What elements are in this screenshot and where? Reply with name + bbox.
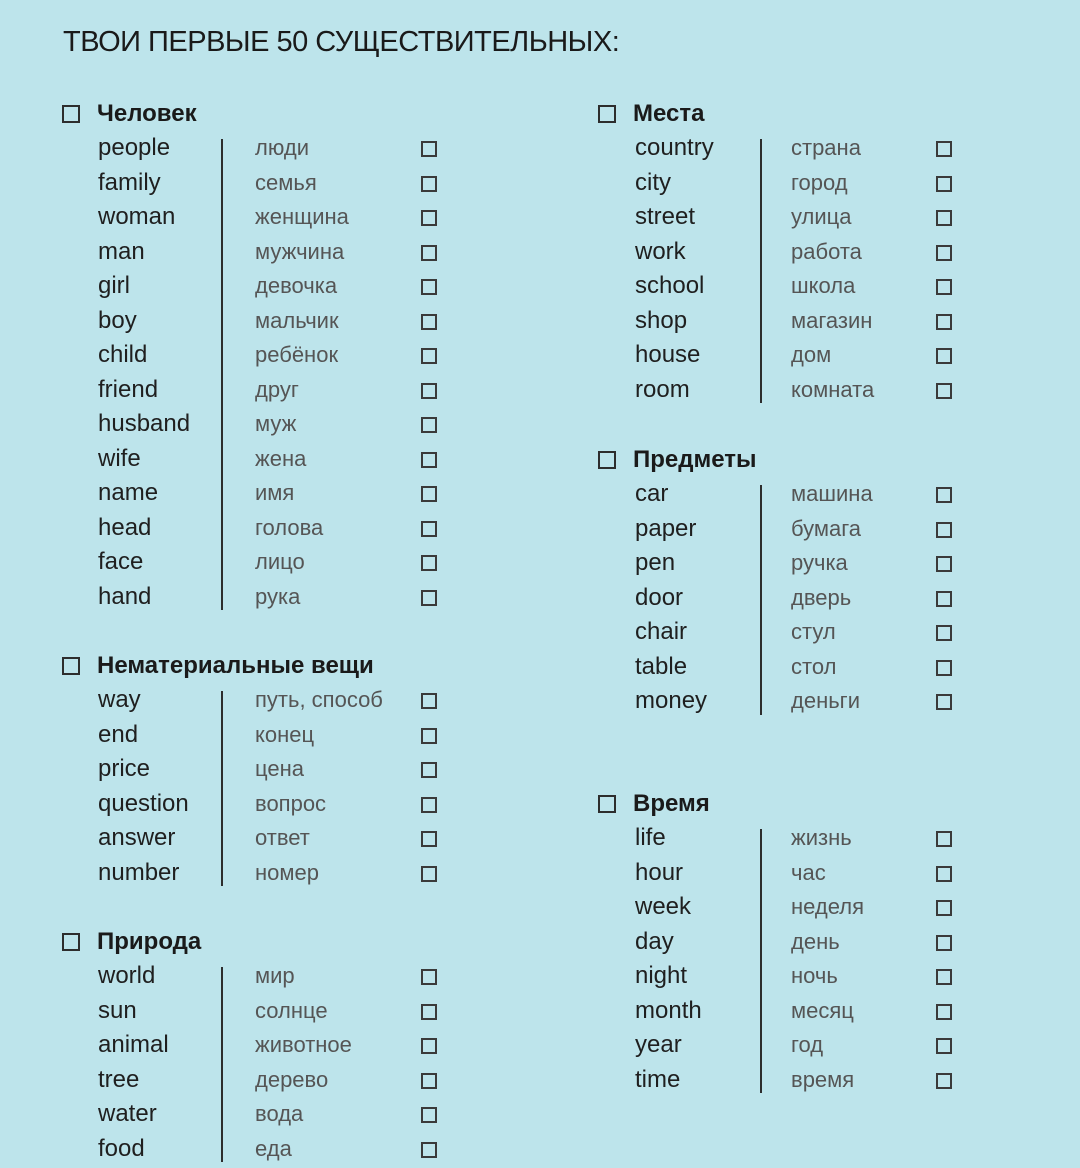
column-divider bbox=[760, 829, 762, 1093]
russian-translation: бумага bbox=[791, 515, 862, 541]
word-checkbox[interactable] bbox=[936, 1073, 952, 1089]
section-checkbox[interactable] bbox=[598, 451, 616, 469]
word-checkbox[interactable] bbox=[936, 210, 952, 226]
english-word: time bbox=[635, 1065, 681, 1093]
english-word: door bbox=[635, 583, 684, 611]
english-word: head bbox=[98, 513, 152, 541]
english-word: answer bbox=[98, 824, 176, 851]
russian-translation: семья bbox=[255, 169, 317, 195]
word-checkbox[interactable] bbox=[421, 176, 437, 192]
section-header bbox=[598, 445, 757, 475]
word-checkbox[interactable] bbox=[421, 141, 437, 157]
word-checkbox[interactable] bbox=[421, 555, 437, 571]
word-checkbox[interactable] bbox=[936, 900, 952, 916]
word-checkbox[interactable] bbox=[421, 762, 437, 778]
column-divider bbox=[221, 691, 223, 886]
russian-translation: имя bbox=[255, 480, 295, 505]
section-header bbox=[598, 789, 710, 819]
english-word: paper bbox=[635, 514, 697, 542]
russian-translation: лицо bbox=[255, 549, 305, 574]
english-word: way bbox=[98, 686, 141, 713]
russian-translation: дерево bbox=[255, 1066, 329, 1092]
english-word: shop bbox=[635, 306, 688, 334]
english-word: day bbox=[635, 927, 674, 955]
word-checkbox[interactable] bbox=[936, 591, 952, 607]
word-checkbox[interactable] bbox=[421, 486, 437, 502]
english-word: face bbox=[98, 548, 144, 575]
english-word: man bbox=[98, 237, 145, 265]
russian-translation: еда bbox=[255, 1135, 292, 1161]
russian-translation: комната bbox=[791, 376, 875, 402]
column-divider bbox=[221, 139, 223, 610]
english-word: money bbox=[635, 687, 708, 714]
russian-translation: месяц bbox=[791, 997, 854, 1023]
russian-translation: номер bbox=[255, 859, 319, 885]
english-word: work bbox=[635, 237, 686, 265]
word-checkbox[interactable] bbox=[421, 245, 437, 261]
word-checkbox[interactable] bbox=[421, 1107, 437, 1123]
english-word: year bbox=[635, 1031, 682, 1058]
russian-translation: муж bbox=[255, 411, 297, 436]
word-checkbox[interactable] bbox=[936, 969, 952, 985]
english-word: name bbox=[98, 479, 159, 506]
english-word: animal bbox=[98, 1031, 169, 1058]
word-checkbox[interactable] bbox=[936, 279, 952, 295]
english-word: hand bbox=[98, 582, 152, 610]
english-word: child bbox=[98, 341, 148, 368]
english-word: friend bbox=[98, 375, 159, 403]
russian-translation: животное bbox=[255, 1032, 352, 1057]
english-word: woman bbox=[98, 203, 176, 230]
english-word: city bbox=[635, 168, 671, 196]
russian-translation: работа bbox=[791, 238, 862, 264]
word-checkbox[interactable] bbox=[421, 1038, 437, 1054]
word-checkbox[interactable] bbox=[421, 383, 437, 399]
section-title: Предметы bbox=[633, 446, 757, 473]
russian-translation: неделя bbox=[791, 894, 864, 919]
english-word: car bbox=[635, 480, 669, 507]
word-checkbox[interactable] bbox=[421, 417, 437, 433]
russian-translation: ручка bbox=[791, 550, 848, 575]
section-header bbox=[62, 99, 197, 129]
word-checkbox[interactable] bbox=[936, 831, 952, 847]
russian-translation: школа bbox=[791, 273, 856, 298]
section-title: Места bbox=[633, 100, 705, 127]
russian-translation: час bbox=[791, 859, 826, 885]
russian-translation: дом bbox=[791, 342, 832, 367]
section-checkbox[interactable] bbox=[62, 657, 80, 675]
word-checkbox[interactable] bbox=[936, 866, 952, 882]
russian-translation: деньги bbox=[791, 688, 860, 713]
russian-translation: вопрос bbox=[255, 790, 327, 816]
section-title: Природа bbox=[97, 928, 202, 955]
word-checkbox[interactable] bbox=[421, 1073, 437, 1089]
word-checkbox[interactable] bbox=[421, 831, 437, 847]
english-word: family bbox=[98, 168, 161, 196]
english-word: water bbox=[98, 1100, 157, 1127]
english-word: question bbox=[98, 789, 189, 817]
russian-translation: ребёнок bbox=[255, 342, 339, 367]
russian-translation: люди bbox=[255, 135, 309, 160]
russian-translation: голова bbox=[255, 514, 324, 540]
word-checkbox[interactable] bbox=[421, 314, 437, 330]
word-checkbox[interactable] bbox=[936, 348, 952, 364]
section-header bbox=[62, 927, 201, 957]
english-word: wife bbox=[98, 444, 141, 472]
russian-translation: девочка bbox=[255, 273, 338, 298]
russian-translation: конец bbox=[255, 721, 315, 747]
english-word: table bbox=[635, 652, 688, 680]
word-checkbox[interactable] bbox=[421, 693, 437, 709]
russian-translation: время bbox=[791, 1066, 855, 1092]
english-word: number bbox=[98, 858, 180, 886]
english-word: husband bbox=[98, 410, 191, 437]
russian-translation: жена bbox=[255, 445, 307, 471]
english-word: month bbox=[635, 996, 702, 1024]
russian-translation: улица bbox=[791, 204, 852, 229]
word-checkbox[interactable] bbox=[421, 210, 437, 226]
russian-translation: дверь bbox=[791, 584, 852, 610]
word-checkbox[interactable] bbox=[936, 625, 952, 641]
russian-translation: мальчик bbox=[255, 307, 339, 333]
english-word: pen bbox=[635, 549, 676, 576]
word-checkbox[interactable] bbox=[421, 279, 437, 295]
word-checkbox[interactable] bbox=[421, 728, 437, 744]
word-checkbox[interactable] bbox=[421, 1004, 437, 1020]
word-checkbox[interactable] bbox=[421, 797, 437, 813]
section-title: Время bbox=[633, 790, 710, 817]
english-word: country bbox=[635, 134, 714, 161]
column-divider bbox=[760, 485, 762, 715]
english-word: sun bbox=[98, 996, 137, 1024]
column-divider bbox=[221, 967, 223, 1162]
word-checkbox[interactable] bbox=[936, 935, 952, 951]
word-checkbox[interactable] bbox=[936, 383, 952, 399]
word-checkbox[interactable] bbox=[936, 694, 952, 710]
english-word: night bbox=[635, 962, 688, 989]
english-word: boy bbox=[98, 306, 137, 334]
english-word: price bbox=[98, 755, 151, 782]
word-checkbox[interactable] bbox=[421, 348, 437, 364]
english-word: people bbox=[98, 134, 171, 161]
english-word: girl bbox=[98, 272, 131, 299]
russian-translation: мужчина bbox=[255, 238, 345, 264]
russian-translation: путь, способ bbox=[255, 687, 383, 712]
russian-translation: страна bbox=[791, 135, 861, 160]
russian-translation: вода bbox=[255, 1101, 304, 1126]
english-word: house bbox=[635, 341, 701, 368]
english-word: room bbox=[635, 375, 690, 403]
russian-translation: рука bbox=[255, 583, 301, 609]
section-header bbox=[62, 651, 374, 681]
russian-translation: ночь bbox=[791, 963, 838, 988]
section-checkbox[interactable] bbox=[598, 105, 616, 123]
word-checkbox[interactable] bbox=[936, 1004, 952, 1020]
english-word: chair bbox=[635, 618, 688, 645]
word-checkbox[interactable] bbox=[936, 522, 952, 538]
section-title: Человек bbox=[97, 100, 197, 127]
section-header bbox=[598, 99, 704, 129]
russian-translation: солнце bbox=[255, 997, 328, 1023]
word-checkbox[interactable] bbox=[421, 969, 437, 985]
column-divider bbox=[760, 139, 762, 403]
russian-translation: цена bbox=[255, 756, 304, 781]
word-checkbox[interactable] bbox=[936, 1038, 952, 1054]
russian-translation: день bbox=[791, 928, 840, 954]
word-checkbox[interactable] bbox=[421, 866, 437, 882]
russian-translation: год bbox=[791, 1032, 824, 1057]
english-word: week bbox=[635, 893, 692, 920]
russian-translation: город bbox=[791, 169, 848, 195]
word-checkbox[interactable] bbox=[421, 1142, 437, 1158]
russian-translation: жизнь bbox=[791, 825, 852, 850]
word-checkbox[interactable] bbox=[936, 660, 952, 676]
english-word: street bbox=[635, 203, 696, 230]
russian-translation: стол bbox=[791, 653, 837, 679]
russian-translation: мир bbox=[255, 963, 295, 988]
section-checkbox[interactable] bbox=[598, 795, 616, 813]
russian-translation: женщина bbox=[255, 204, 349, 229]
english-word: world bbox=[98, 962, 156, 989]
english-word: school bbox=[635, 272, 705, 299]
word-checkbox[interactable] bbox=[936, 314, 952, 330]
section-checkbox[interactable] bbox=[62, 933, 80, 951]
english-word: life bbox=[635, 824, 666, 851]
russian-translation: машина bbox=[791, 481, 873, 506]
word-checkbox[interactable] bbox=[421, 521, 437, 537]
english-word: end bbox=[98, 720, 139, 748]
word-checkbox[interactable] bbox=[936, 176, 952, 192]
word-checkbox[interactable] bbox=[421, 452, 437, 468]
english-word: hour bbox=[635, 858, 684, 886]
english-word: tree bbox=[98, 1065, 140, 1093]
russian-translation: друг bbox=[255, 376, 299, 402]
english-word: food bbox=[98, 1134, 145, 1162]
section-checkbox[interactable] bbox=[62, 105, 80, 123]
russian-translation: стул bbox=[791, 619, 836, 644]
word-checkbox[interactable] bbox=[936, 487, 952, 503]
word-checkbox[interactable] bbox=[936, 556, 952, 572]
russian-translation: ответ bbox=[255, 825, 310, 850]
word-checkbox[interactable] bbox=[421, 590, 437, 606]
word-checkbox[interactable] bbox=[936, 245, 952, 261]
russian-translation: магазин bbox=[791, 307, 873, 333]
word-checkbox[interactable] bbox=[936, 141, 952, 157]
page-title: ТВОИ ПЕРВЫЕ 50 СУЩЕСТВИТЕЛЬНЫХ: bbox=[63, 26, 620, 58]
section-title: Нематериальные вещи bbox=[97, 652, 374, 679]
